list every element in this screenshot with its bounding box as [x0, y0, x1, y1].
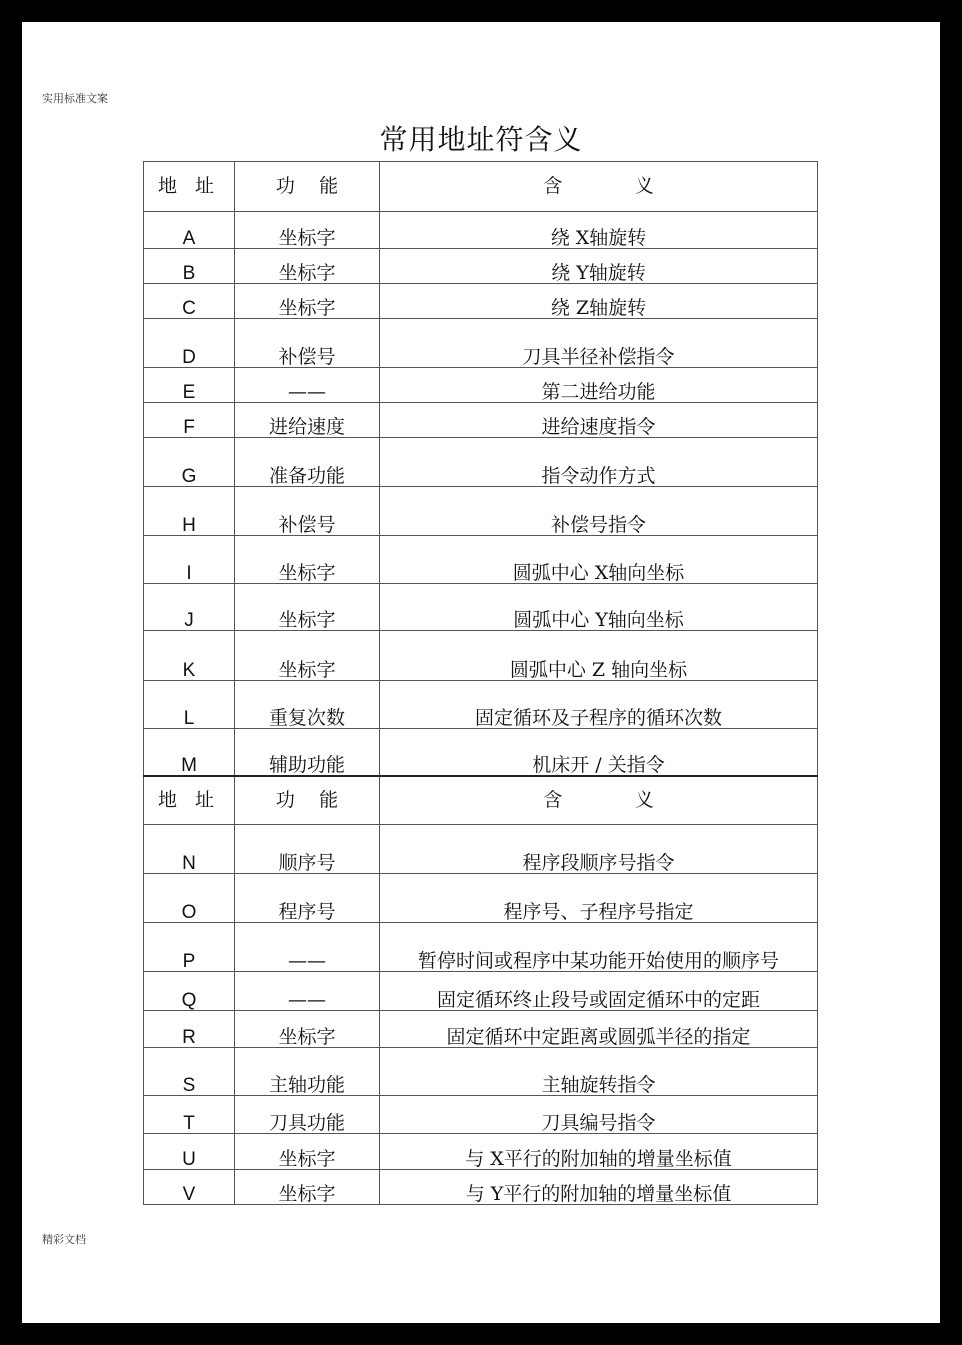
- table-row: [144, 536, 818, 584]
- table-row: [144, 212, 818, 249]
- func-cell: 主轴功能: [235, 1048, 380, 1096]
- meaning-cell: 暂停时间或程序中某功能开始使用的顺序号: [380, 923, 818, 972]
- meaning-cell: 第二进给功能: [380, 368, 818, 403]
- table-row: [144, 825, 818, 874]
- addr-cell: E: [144, 368, 235, 403]
- table-row: [144, 1170, 818, 1205]
- addr-cell: B: [144, 249, 235, 284]
- table-row: [144, 1048, 818, 1096]
- table-row: [144, 487, 818, 536]
- addr-cell: T: [144, 1096, 235, 1134]
- addr-cell: J: [144, 584, 235, 631]
- func-cell: 程序号: [235, 874, 380, 923]
- addr-cell: S: [144, 1048, 235, 1096]
- func-cell: ——: [235, 972, 380, 1011]
- table-row: [144, 584, 818, 631]
- addr-cell: K: [144, 631, 235, 681]
- func-cell: 顺序号: [235, 825, 380, 874]
- header-meaning: 含 义: [380, 776, 818, 825]
- func-cell: 准备功能: [235, 438, 380, 487]
- meaning-cell: 补偿号指令: [380, 487, 818, 536]
- meaning-cell: 固定循环终止段号或固定循环中的定距: [380, 972, 818, 1011]
- func-cell: ——: [235, 368, 380, 403]
- table-row: [144, 923, 818, 972]
- func-cell: 刀具功能: [235, 1096, 380, 1134]
- table-row: [144, 403, 818, 438]
- document-page: [22, 22, 940, 1323]
- footer-note: 精彩文档: [42, 1233, 86, 1246]
- table-row: [144, 729, 818, 776]
- table-row: [144, 249, 818, 284]
- addr-cell: V: [144, 1170, 235, 1205]
- func-cell: 坐标字: [235, 536, 380, 584]
- func-cell: 坐标字: [235, 249, 380, 284]
- addr-cell: F: [144, 403, 235, 438]
- func-cell: 坐标字: [235, 1011, 380, 1048]
- func-cell: 进给速度: [235, 403, 380, 438]
- meaning-cell: 绕 X轴旋转: [380, 212, 818, 249]
- meaning-cell: 圆弧中心 Z 轴向坐标: [380, 631, 818, 681]
- func-cell: 补偿号: [235, 487, 380, 536]
- table-row: [144, 284, 818, 319]
- addr-cell: H: [144, 487, 235, 536]
- table-row: [144, 1011, 818, 1048]
- table-row: [144, 319, 818, 368]
- meaning-cell: 固定循环及子程序的循环次数: [380, 681, 818, 729]
- addr-cell: P: [144, 923, 235, 972]
- table-row: [144, 631, 818, 681]
- meaning-cell: 刀具半径补偿指令: [380, 319, 818, 368]
- func-cell: 坐标字: [235, 284, 380, 319]
- addr-cell: A: [144, 212, 235, 249]
- addr-cell: U: [144, 1134, 235, 1170]
- func-cell: 坐标字: [235, 212, 380, 249]
- meaning-cell: 固定循环中定距离或圆弧半径的指定: [380, 1011, 818, 1048]
- table-row: [144, 368, 818, 403]
- addr-cell: N: [144, 825, 235, 874]
- func-cell: 辅助功能: [235, 729, 380, 776]
- table-row: [144, 681, 818, 729]
- func-cell: 坐标字: [235, 1170, 380, 1205]
- func-cell: ——: [235, 923, 380, 972]
- meaning-cell: 绕 Z轴旋转: [380, 284, 818, 319]
- table-row: [144, 874, 818, 923]
- header-addr: 地 址: [144, 162, 235, 212]
- table-row: [144, 438, 818, 487]
- header-note: 实用标准文案: [42, 92, 108, 105]
- addr-cell: R: [144, 1011, 235, 1048]
- meaning-cell: 与 X平行的附加轴的增量坐标值: [380, 1134, 818, 1170]
- meaning-cell: 圆弧中心 Y轴向坐标: [380, 584, 818, 631]
- table-row: [144, 972, 818, 1011]
- meaning-cell: 机床开 / 关指令: [380, 729, 818, 776]
- addr-cell: D: [144, 319, 235, 368]
- address-table: [143, 161, 818, 1205]
- table-header-row: [144, 162, 818, 212]
- table-row: [144, 1096, 818, 1134]
- meaning-cell: 进给速度指令: [380, 403, 818, 438]
- page-title: 常用地址符含义: [379, 123, 583, 156]
- meaning-cell: 圆弧中心 X轴向坐标: [380, 536, 818, 584]
- func-cell: 坐标字: [235, 1134, 380, 1170]
- addr-cell: Q: [144, 972, 235, 1011]
- func-cell: 补偿号: [235, 319, 380, 368]
- header-meaning: 含 义: [380, 162, 818, 212]
- addr-cell: M: [144, 729, 235, 776]
- header-func: 功 能: [235, 776, 380, 825]
- meaning-cell: 与 Y平行的附加轴的增量坐标值: [380, 1170, 818, 1205]
- meaning-cell: 绕 Y轴旋转: [380, 249, 818, 284]
- addr-cell: L: [144, 681, 235, 729]
- meaning-cell: 程序段顺序号指令: [380, 825, 818, 874]
- func-cell: 坐标字: [235, 584, 380, 631]
- addr-cell: G: [144, 438, 235, 487]
- table-header-row: [144, 776, 818, 825]
- table-row: [144, 1134, 818, 1170]
- header-addr: 地 址: [144, 776, 235, 825]
- meaning-cell: 刀具编号指令: [380, 1096, 818, 1134]
- addr-cell: C: [144, 284, 235, 319]
- addr-cell: I: [144, 536, 235, 584]
- addr-cell: O: [144, 874, 235, 923]
- meaning-cell: 主轴旋转指令: [380, 1048, 818, 1096]
- meaning-cell: 程序号、子程序号指定: [380, 874, 818, 923]
- func-cell: 重复次数: [235, 681, 380, 729]
- meaning-cell: 指令动作方式: [380, 438, 818, 487]
- header-func: 功 能: [235, 162, 380, 212]
- func-cell: 坐标字: [235, 631, 380, 681]
